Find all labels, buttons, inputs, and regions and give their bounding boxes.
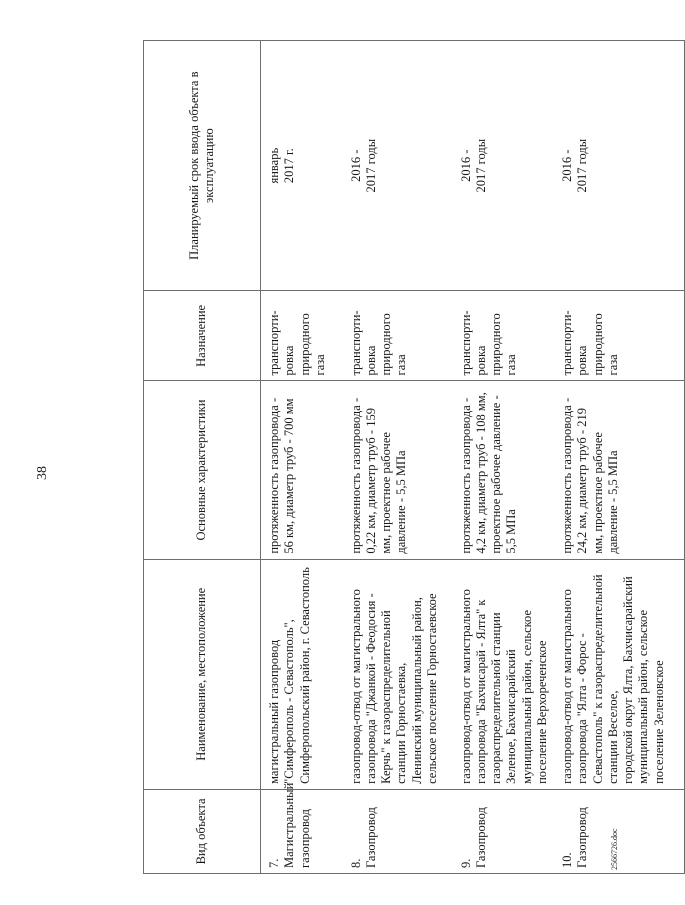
- cell-purpose: транспорти- ровка природного газа: [453, 291, 555, 381]
- cell-commissioning-term: 2016 - 2017 годы: [554, 41, 684, 291]
- cell-object-type: 9. Газопровод: [453, 789, 555, 873]
- table-row: [343, 41, 453, 874]
- header-commissioning-term: Планируемый срок ввода объекта в эксплуатацию: [144, 41, 261, 291]
- cell-name-location: газопровод-отвод от магистрального газопровода "Джанкой - Феодосия - Керчь" к газораспределительной станции Горностаевка, Ленинский муниципальный район, сельское поселение Горностаевское: [343, 559, 453, 789]
- cell-characteristics: протяженность газопровода - 24,2 км, диаметр труб - 219 мм, проектное рабочее давление - 5,5 МПа: [554, 381, 684, 559]
- cell-commissioning-term: январь 2017 г.: [261, 41, 343, 291]
- cell-characteristics: протяженность газопровода - 0,22 км, диаметр труб - 159 мм, проектное рабочее давление - 5,5 МПа: [343, 381, 453, 559]
- cell-purpose: транспорти- ровка природного газа: [343, 291, 453, 381]
- cell-name-location: магистральный газопровод "Симферополь - Севастополь", Симферопольский район, г. Севастополь: [261, 559, 343, 789]
- table-row: [554, 41, 684, 874]
- cell-characteristics: протяженность газопровода - 56 км, диаметр труб - 700 мм: [261, 381, 343, 559]
- table-row: [261, 41, 343, 874]
- table-header-row: [144, 41, 261, 874]
- cell-name-location: газопровод-отвод от магистрального газопровода "Ялта - Форос - Севастополь" к газораспределительной станции Веселое, городской округ Ялта, Бахчисарайский муниципальный район, сельское поселение Зеленовское: [554, 559, 684, 789]
- cell-purpose: транспорти- ровка природного газа: [261, 291, 343, 381]
- cell-characteristics: протяженность газопровода - 4,2 км, диаметр труб - 108 мм, проектное рабочее давление - 5,5 МПа: [453, 381, 555, 559]
- cell-object-type: 7. Магистральный газопровод: [261, 789, 343, 873]
- page-number: 38: [35, 466, 50, 480]
- table-row: [453, 41, 555, 874]
- cell-object-type: 8. Газопровод: [343, 789, 453, 873]
- cell-purpose: транспорти- ровка природного газа: [554, 291, 684, 381]
- footer-document-code: 2566726.doc: [610, 828, 619, 870]
- header-name-location: Наименование, местоположение: [144, 559, 261, 789]
- cell-commissioning-term: 2016 - 2017 годы: [343, 41, 453, 291]
- cell-name-location: газопровод-отвод от магистрального газопровода "Бахчисарай - Ялта" к газораспределительной станции Зеленое, Бахчисарайский муниципальный район, сельское поселение Верхореченское: [453, 559, 555, 789]
- header-purpose: Назначение: [144, 291, 261, 381]
- cell-object-type: 10. Газопровод: [554, 789, 684, 873]
- cell-commissioning-term: 2016 - 2017 годы: [453, 41, 555, 291]
- header-characteristics: Основные характеристики: [144, 381, 261, 559]
- header-object-type: Вид объекта: [144, 789, 261, 873]
